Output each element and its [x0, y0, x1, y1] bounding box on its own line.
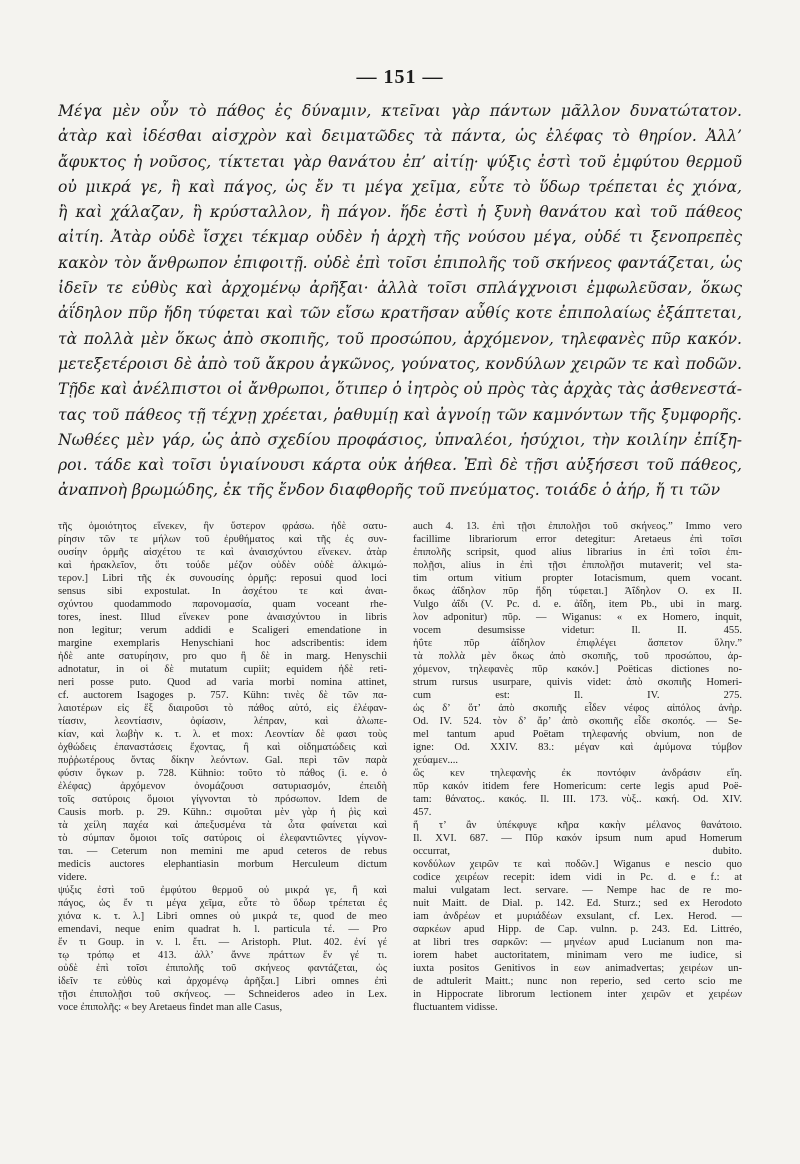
footnote-line: tores, inest. Illud εἵνεκεν pone ἀναισχύντου in libris: [58, 611, 387, 623]
footnote-line: neri posse puto. Quod ad varia morbi nomina attinet,: [58, 676, 387, 688]
text-line: τὰ πολλὰ μὲν ὅκως ἀπὸ σκοπιῆς, τοῦ προσώπου, ἀρχόμενον, τηλεφανὲς πῦρ κακόν.: [58, 329, 742, 348]
footnote-line: de adtulerit Maitt.; nunc non reperio, sed certo scio me: [413, 975, 742, 987]
footnote-line: emendavi, neque enim quadrat h. l. particula τέ. — Pro: [58, 923, 387, 935]
footnote-line: malui vulgatam lect. servare. — Nempe hac de re mo-: [413, 884, 742, 896]
footnote-line: ται. — Ceterum non memini me apud ceteros de rebus: [58, 845, 387, 857]
footnote-line: πυῤῥωτέρους ὄντας δίκην λεόντων. Gal. περὶ τῶν παρὰ: [58, 754, 387, 766]
footnote-line: τερον.] Libri τῆς ἐκ συνουσίης ὁρμῆς: reposui quod loci: [58, 572, 387, 584]
text-line: Νωθέες μὲν γάρ, ὡς ἀπὸ σχεδίου προφάσιος, ὑπναλέοι, ἡσύχιοι, τὴν κοιλίην ἐπίξη-: [58, 430, 742, 449]
text-line: τας τοῦ πάθεος τῇ τέχνῃ χρέεται, ῥαθυμίῃ καὶ ἀγνοίῃ τῶν καμνόντων τῆς ξυμφορῆς.: [58, 405, 742, 424]
footnote-line: ἐλέφας) ἀρχόμενον ὀνομάζουσι σατυριασμόν, ἐπειδὴ: [58, 780, 387, 792]
footnote-line: margine exemplaris Henyschiani hoc adscribentis: idem: [58, 637, 387, 649]
footnote-line: iorem habet auctoritatem, minimam vero me iudice, si: [413, 949, 742, 961]
page-number: — 151 —: [356, 66, 444, 88]
footnote-line: οὐδὲ ἐπὶ τοῖσι ἐπιπολῆς τοῦ σκήνεος φαντάζεται, ὡς: [58, 962, 387, 974]
footnote-line: voce ἐπιπολῆς: « bey Aretaeus findet man alle Casus,: [58, 1001, 283, 1013]
footnote-line: ὡς δ’ ὅτ’ ἀπὸ σκοπιῆς εἶδεν νέφος αἰπόλος ἀνὴρ.: [413, 702, 742, 714]
footnote-line: χόμενον, τηλεφανὲς πῦρ κακόν.] Poëticas dictiones no-: [413, 663, 742, 675]
footnote-line: ρίησιν τῶν τε μήλων τοῦ ἐρυθήματος καὶ τῆς ἐς συν-: [58, 533, 387, 545]
footnote-line: λον adponitur) πῦρ. — Wiganus: « ex Homero, inquit,: [413, 611, 742, 623]
footnote-line: ἠδὲ ante σατυρίησιν, pro quo ἢ δὲ in marg. Henyschii: [58, 650, 387, 662]
footnote-line: at libri tres σαρκῶν: — μηνέων apud Lucianum non ma-: [413, 936, 742, 948]
footnote-line: tam: θάνατος.. κακός. Il. III. 173. νὺξ.. κακή. Od. XIV.: [413, 793, 742, 805]
footnote-line: ὅκως ἀΐδηλον πῦρ ἤδη τύφεται.] Ἀΐδηλον O. ex II.: [413, 585, 742, 597]
text-line: ἢ καὶ χάλαζαν, ἢ κρύσταλλον, ἢ πάγον. ἥδε ἐστὶ ἡ ξυνὴ θανάτου καὶ τοῦ πάθεος: [58, 203, 742, 222]
footnote-line: χιόνα κ. τ. λ.] Libri omnes οὐ μικρά τε, quod de meo: [58, 910, 387, 922]
text-line: ἰδεῖν τε εὐθὺς καὶ ἀρχομένῳ ἀρῆξαι· ἀλλὰ τοῖσι σπλάγχνοισι ἐμφωλεῦσαν, ὅκως: [58, 279, 742, 298]
text-line: Τῇδε καὶ ἀνέλπιστοι οἱ ἄνθρωποι, ὅτιπερ ὁ ἰητρὸς οὐ πρὸς τὰς ἀρχὰς τὰς ἀσθενεστά-: [58, 380, 742, 399]
text-line: Μέγα μὲν οὖν τὸ πάθος ἐς δύναμιν, κτεῖναι γὰρ πάντων μᾶλλον δυνατώτατον.: [58, 102, 742, 120]
footnote-line: strum rursus usurpare, quivis videt: ἀπὸ σκοπιῆς Homeri-: [413, 676, 742, 688]
text-line: μετεξετέροισι δὲ ἀπὸ τοῦ ἄκρου ἀγκῶνος, γούνατος, κονδύλων χειρῶν τε καὶ ποδῶν.: [58, 354, 742, 373]
footnote-line: ἐπιπολῆς scripsit, quod alius librarius in ἐπὶ τοῖσι ἐπι-: [413, 546, 742, 558]
footnote-line: Il. XVI. 687. — Πῦρ κακόν ipsum num apud Homerum: [413, 832, 742, 844]
footnote-line: cum est: Il. IV. 275.: [413, 689, 742, 701]
footnote-line: Vulgo ἀΐδι (V. Pc. d. e. ἀΐδη, item Pb., ubi in marg.: [413, 598, 742, 610]
footnote-line: ἥ τ’ ἂν ὑπέκφυγε κῆρα κακὴν μέλανος θανάτοιο.: [413, 819, 742, 831]
footnote-line: σχύντου quodammodo παρονομασία, quam voceant rhe-: [58, 598, 387, 610]
footnote-line: φύσιν ὄγκων p. 728. Kühnio: τοῦτο τὸ πάθος (i. e. ὁ: [58, 767, 387, 779]
text-line: αἰτίη. Ἀτὰρ οὐδὲ ἴσχει τέκμαρ οὐδὲν ἡ ἀρχὴ τῆς νούσου μέγα, οὐδέ τι ξενοπρεπὲς: [58, 228, 742, 247]
footnote-line: videre.: [58, 871, 87, 883]
footnote-column-right: [413, 520, 742, 1014]
footnote-line: non legitur; verum addidi e Scaligeri emendatione in: [58, 624, 387, 636]
footnote-line: cf. auctorem Isagoges p. 757. Kühn: τινὲς δὲ τῶν πα-: [58, 689, 387, 701]
footnote-column-left: [58, 520, 387, 1014]
footnote-line: ἔν τι Goup. in v. l. ἔτι. — Aristoph. Plut. 402. ἐνί γέ: [58, 936, 387, 948]
footnote-line: ὥς κεν τηλεφανὴς ἐκ ποντόφιν ἀνδράσιν εἴη.: [413, 767, 742, 779]
footnote-line: τοῖς σατύροις ὅμοιοι γίγνονται τὸ πρόσωπον. Idem de: [58, 793, 387, 805]
footnote-line: τίασιν, λεοντίασιν, ὀφίασιν, λέπραν, καὶ ἀλωπε-: [58, 715, 387, 727]
text-line: ἀτὰρ καὶ ἰδέσθαι αἰσχρὸν καὶ δειματῶδες τὰ πάντα, ὡς ἐλέφας τὸ θηρίον. Ἀλλ’: [58, 127, 742, 146]
footnote-line: mel tantum apud Poëtam τηλεφανής obvium, non de: [413, 728, 742, 740]
footnote-line: facillime librariorum error detegitur: Aretaeus ἐπὶ τοῖσι: [413, 533, 742, 545]
footnote-line: nuit Maitt. de Dial. p. 142. Ed. Sturz.; sed ex Herodoto: [413, 897, 742, 909]
main-greek-text: [58, 99, 742, 504]
footnote-line: ουσίην ὁρμῆς αἰσχέτου τε καὶ ἀναισχύντου εἵνεκεν. ἀτὰρ: [58, 546, 387, 558]
footnote-line: occurrat, dubito.: [413, 845, 742, 857]
footnote-line: Od. IV. 524. τὸν δ’ ἄρ’ ἀπὸ σκοπιῆς εἶδε σκοπός. — Se-: [413, 715, 742, 727]
footnote-line: τὸ σύμπαν ὅμοιοι τοῖς σατύροις οἱ ἐλεφαντιῶντες γίγνον-: [58, 832, 387, 844]
footnote-line: κίαν, καὶ λωβὴν κ. τ. λ. et mox: Λεοντίαν δὲ φασι τοὺς: [58, 728, 387, 740]
text-line: ροι. τάδε καὶ τοῖσι ὑγιαίνουσι κάρτα οὐκ ἀήθεα. Ἐπὶ δὲ τῇσι αὐξήσεσι τοῦ πάθεος,: [58, 456, 742, 475]
footnote-line: τῆς ὁμοιότητος εἵνεκεν, ἣν ὕστερον φράσω. ἠδὲ σατυ-: [58, 520, 387, 532]
footnote-line: ἰδεῖν τε εὐθὺς καὶ ἀρχομένῳ ἀρῆξαι.] Libri omnes ἐπὶ: [58, 975, 387, 987]
footnote-line: 457.: [413, 806, 432, 818]
footnote-line: πῦρ κακόν itidem fere Homericum: certe legis apud Poë-: [413, 780, 742, 792]
footnote-line: Causis morb. p. 29. Kühn.: σιμοῦται μὲν γὰρ ἡ ῥὶς καὶ: [58, 806, 387, 818]
text-line: ἀναπνοὴ βρωμώδης, ἐκ τῆς ἔνδον διαφθορῆς τοῦ πνεύματος. τοιάδε ὁ ἀήρ, ἤ τι τῶν: [58, 481, 721, 500]
footnote-line: iuxta positos Genitivos in εων animadvertas; χειρέων un-: [413, 962, 742, 974]
footnote-line: adnotatur, in οἱ δὲ mutatum cupiit; equidem ἠδὲ reti-: [58, 663, 387, 675]
footnote-line: λαιοτέρων εἰς ἕξ διαιροῦσι τὸ πάθος αὐτό, εἰς ἐλέφαν-: [58, 702, 387, 714]
footnote-line: fluctuantem vidisse.: [413, 1001, 498, 1013]
text-line: ἄφυκτος ἡ νοῦσος, τίκτεται γὰρ θανάτου ἐπ’ αἰτίῃ· ψύξις ἐστὶ τοῦ ἐμφύτου θερμοῦ: [58, 152, 742, 171]
footnote-line: medicis auctores elephantiasin morbum Herculeum dictum: [58, 858, 387, 870]
footnote-line: auch 4. 13. ἐπὶ τῇσι ἐπιπολῇσι τοῦ σκήνεος.” Immo vero: [413, 520, 742, 532]
footnote-line: σαρκέων apud Hipp. de Cap. vulnn. p. 243. Ed. Littréo,: [413, 923, 742, 935]
footnote-line: χεύαμεν....: [413, 754, 459, 766]
footnote-line: igne: Od. XXIV. 83.: μέγαν καὶ ἀμύμονα τύμβον: [413, 741, 742, 753]
text-line: ἀΐδηλον πῦρ ἤδη τύφεται καὶ τῶν εἴσω κρατῆσαν αὖθίς κοτε ἐπιπολαίως ἐξάπτεται,: [58, 304, 742, 323]
footnote-line: ψύξις ἐστὶ τοῦ ἐμφύτου θερμοῦ οὐ μικρά γε, ἢ καὶ: [58, 884, 387, 896]
footnote-line: tim ortum vitium propter Iotacismum, quem vocant.: [413, 572, 742, 584]
text-line: οὐ μικρά γε, ἢ καὶ πάγος, ὡς ἔν τι μέγα χεῖμα, εὖτε τὸ ὕδωρ τρέπεται ἐς χιόνα,: [58, 177, 742, 196]
footnote-line: πάγος, ὡς ἔν τι μέγα χεῖμα, εὖτε τὸ ὕδωρ τρέπεται ἐς: [58, 897, 387, 909]
footnote-line: ἠΰτε πῦρ ἀΐδηλον ἐπιφλέγει ἄσπετον ὕλην.”: [413, 637, 742, 649]
footnote-line: τῳ τρόπῳ et 413. ἀλλ’ ἄννε πράττων ἕν γέ τι.: [58, 949, 387, 961]
text-line: κακὸν τὸν ἄνθρωπον ἐπιφοιτῇ. οὐδὲ ἐπὶ τοῖσι ἐπιπολῆς τοῦ σκήνεος φαντάζεται, ὡς: [58, 253, 742, 272]
footnote-line: in Hippocrate librorum lectionem inter χειρῶν et χειρέων: [413, 988, 742, 1000]
footnote-line: iam ἀνδρέων et μυριάδέων exsulant, cf. Lex. Herod. —: [413, 910, 742, 922]
footnote-line: κονδύλων χειρῶν τε καὶ ποδῶν.] Wiganus e nescio quo: [413, 858, 742, 870]
footnotes: [58, 520, 742, 1014]
footnote-line: ὀχθώδεις ἐπαναστάσεις ἔχοντας, ἢ καὶ οἰδηματώδεις καὶ: [58, 741, 387, 753]
footnote-line: καὶ ἡρακλεῖον, ὅτι τούδε μέζον οὐδὲν οὐδὲ ἀλκιμώ-: [58, 559, 387, 571]
footnote-line: τὰ πολλὰ μὲν ὅκως ἀπὸ σκοπιῆς, τοῦ προσώπου, ἀρ-: [413, 650, 742, 662]
footnote-line: vocem desumsisse videtur: Il. II. 455.: [413, 624, 742, 636]
footnote-line: sensus sibi expostulat. In ἀσχέτου τε καὶ ἀναι-: [58, 585, 387, 597]
footnote-line: πολῇσι, alius in ἐπὶ τῇσι ἐπιπολῇσι mutaverit; vel sta-: [413, 559, 742, 571]
footnote-line: τὰ χείλη παχέα καὶ ἀπεξυσμένα τὰ ὦτα φαίνεται καὶ: [58, 819, 387, 831]
footnote-line: codice χειρέων recepit: idem vidi in Pc. d. e f.: at: [413, 871, 742, 883]
footnote-line: τῇσι ἐπιπολῇσι τοῦ σκήνεος. — Schneideros adeo in Lex.: [58, 988, 387, 1000]
